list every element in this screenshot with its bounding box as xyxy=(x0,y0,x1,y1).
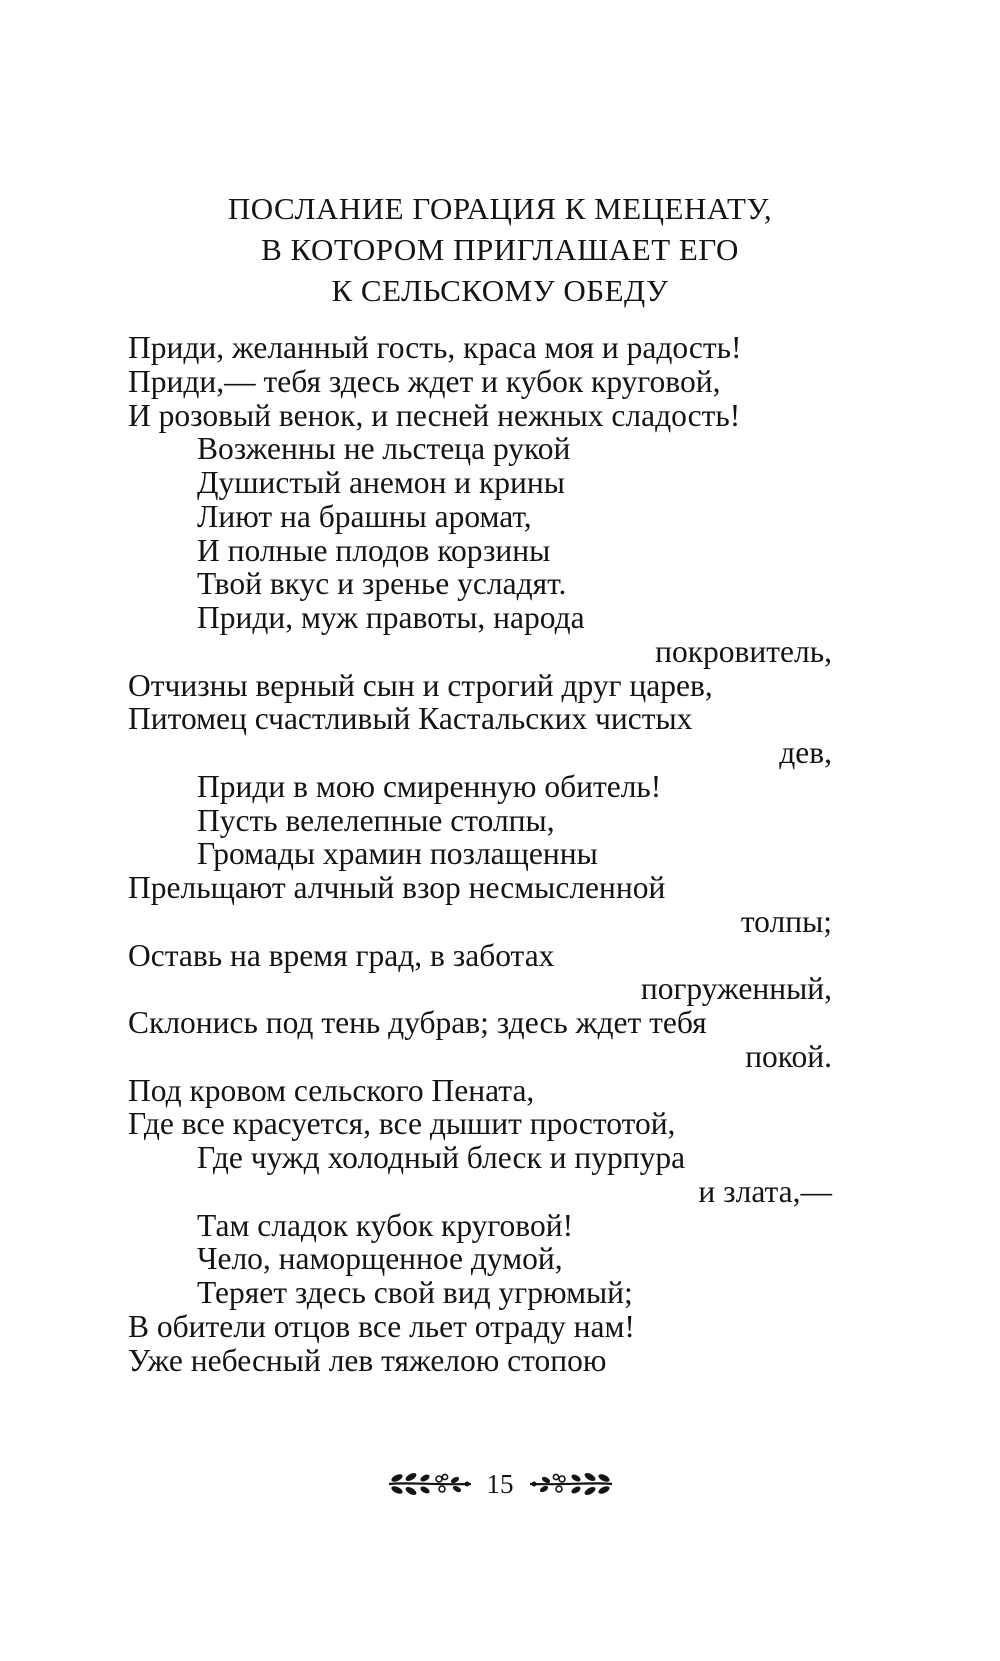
poem-line: Где чужд холодный блеск и пурпура xyxy=(197,1140,686,1175)
poem-line: Склонись под тень дубрав; здесь ждет тебя xyxy=(128,1005,707,1040)
poem-line: и злата,— xyxy=(698,1173,832,1209)
poem-line: Где все красуется, все дышит простотой, xyxy=(128,1106,676,1142)
poem-line: Громады храмин позлащенны xyxy=(197,836,598,872)
floral-vignette-icon xyxy=(528,1469,614,1499)
poem-line: Твой вкус и зренье усладят. xyxy=(197,566,567,602)
poem-line: Прельщают алчный взор несмысленной xyxy=(128,870,666,905)
poem-line: Приди, муж правоты, народа xyxy=(197,600,585,635)
poem-line: Отчизны верный сын и строгий друг царев, xyxy=(128,667,713,703)
poem-line: И розовый венок, и песней нежных сладость! xyxy=(128,397,741,433)
poem-line: Приди в мою смиренную обитель! xyxy=(197,768,662,804)
page-number: 15 xyxy=(486,1469,514,1499)
poem-line: Приди, желанный гость, краса моя и радость! xyxy=(128,330,742,365)
poem-line: Питомец счастливый Кастальских чистых xyxy=(128,701,693,737)
poem-line: погруженный, xyxy=(640,971,832,1007)
page-footer xyxy=(0,1464,1000,1504)
poem-line: Уже небесный лев тяжелою стопою xyxy=(128,1342,607,1378)
title-line: В КОТОРОМ ПРИГЛАШАЕТ ЕГО xyxy=(261,232,739,267)
poem-line: Там сладок кубок круговой! xyxy=(197,1207,574,1243)
poem-line: покровитель, xyxy=(655,633,832,669)
poem-line: Под кровом сельского Пената, xyxy=(128,1072,535,1108)
poem-line: Оставь на время град, в заботах xyxy=(128,937,555,973)
title-line: ПОСЛАНИЕ ГОРАЦИЯ К МЕЦЕНАТУ, xyxy=(227,191,773,226)
poem-line: И полные плодов корзины xyxy=(197,532,551,568)
poem-title xyxy=(0,188,1000,311)
poem-line: Приди,— тебя здесь ждет и кубок круговой, xyxy=(128,363,721,399)
poem-line: Пусть велелепные столпы, xyxy=(197,802,555,838)
poem-line: Лиют на брашны аромат, xyxy=(197,498,532,534)
poem-line: Чело, наморщенное думой, xyxy=(197,1241,563,1277)
poem-line: Теряет здесь свой вид угрюмый; xyxy=(197,1275,633,1310)
poem-line: толпы; xyxy=(740,903,832,939)
poem-line: В обители отцов все льет отраду нам! xyxy=(128,1308,635,1344)
poem-line: Душистый анемон и крины xyxy=(197,465,565,500)
title-line: К СЕЛЬСКОМУ ОБЕДУ xyxy=(331,273,669,308)
floral-vignette-icon xyxy=(387,1469,473,1499)
poem-line: покой. xyxy=(745,1038,832,1074)
poem-line: дев, xyxy=(779,735,832,770)
poem-line: Возженны не льстеца рукой xyxy=(197,431,571,467)
